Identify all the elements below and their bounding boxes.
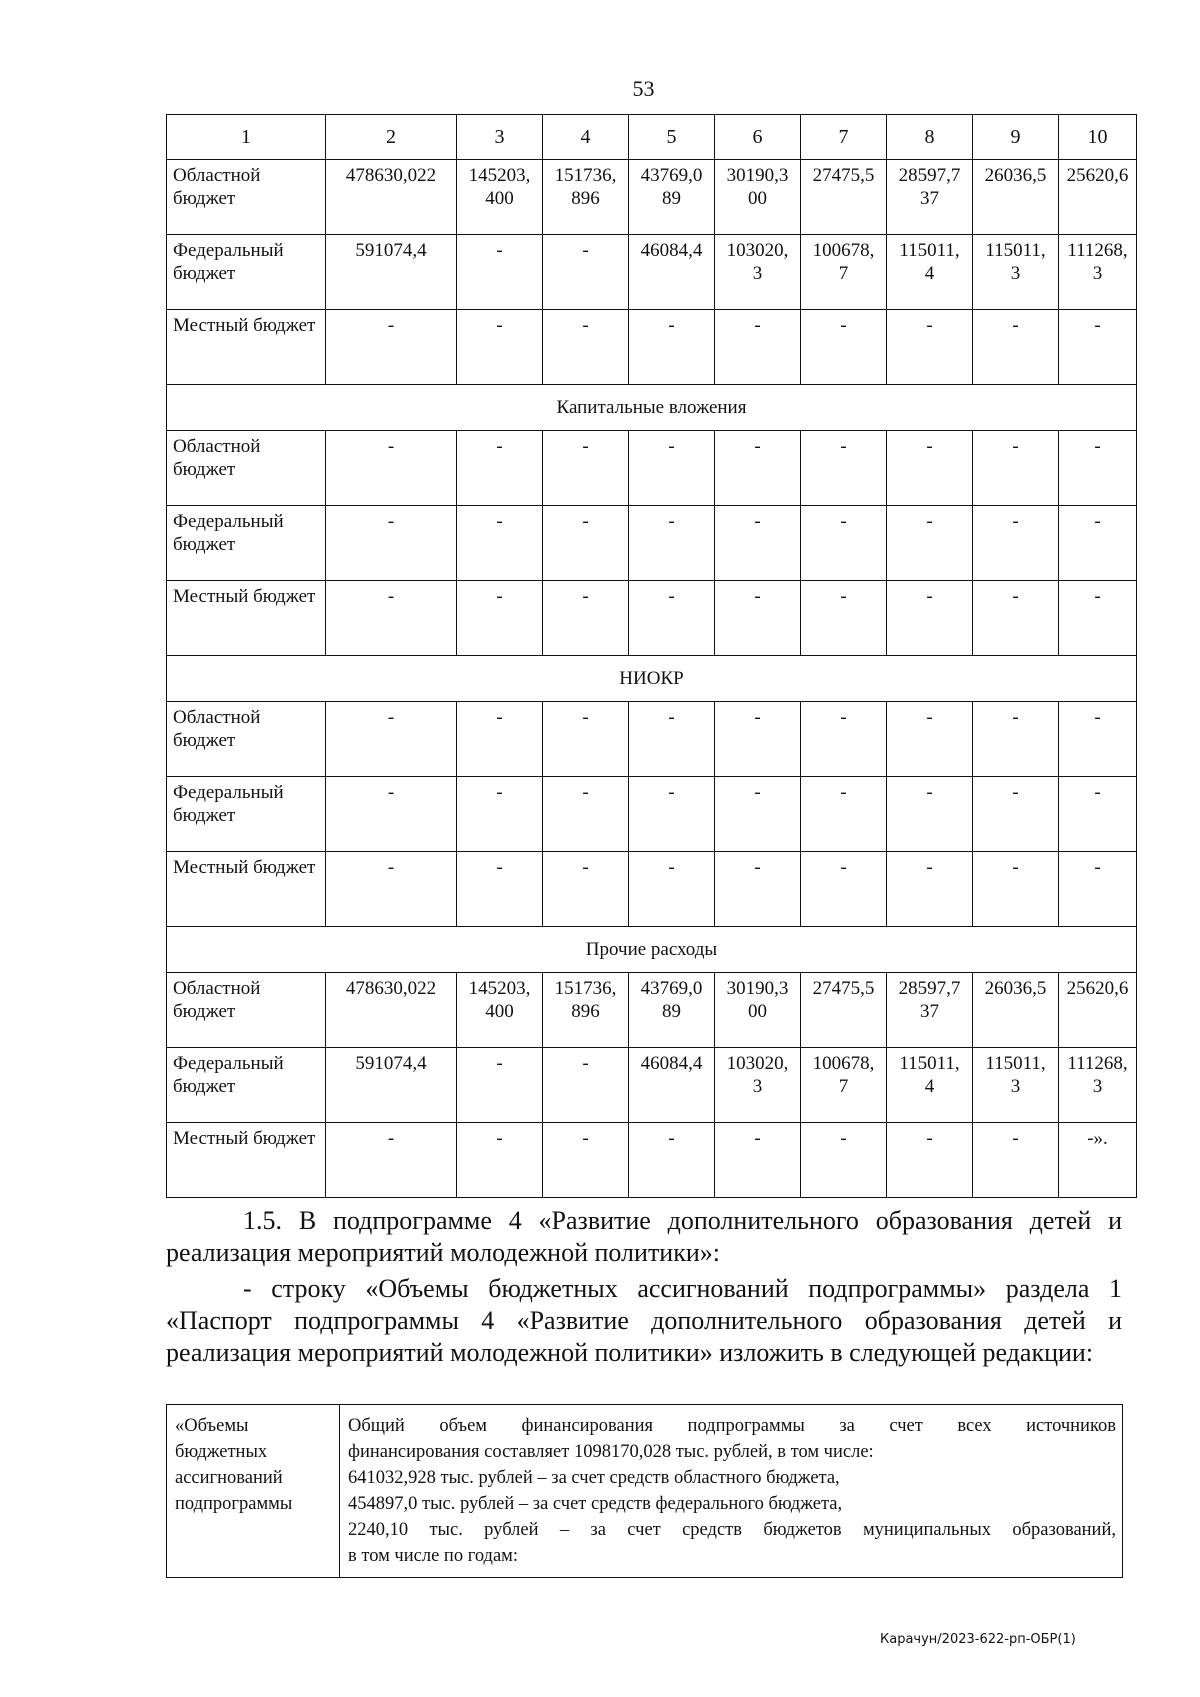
table-cell: - — [715, 702, 801, 777]
table-cell: 115011, 4 — [887, 1048, 973, 1123]
column-header: 2 — [326, 115, 457, 160]
table-cell: - — [715, 581, 801, 656]
table-cell: - — [801, 431, 887, 506]
table-cell: 25620,6 — [1059, 973, 1137, 1048]
table-cell: - — [887, 431, 973, 506]
row-label: Местный бюджет — [167, 310, 326, 385]
paragraph-subprogram-4: 1.5. В подпрограмме 4 «Развитие дополнительного образования детей и реализация мероприятий молодежной политики»: — [166, 1206, 1122, 1267]
table-cell: - — [801, 852, 887, 927]
table-cell: - — [1059, 310, 1137, 385]
table-cell: - — [1059, 702, 1137, 777]
table-cell: - — [543, 506, 629, 581]
table-cell: - — [326, 852, 457, 927]
table-cell: 103020, 3 — [715, 1048, 801, 1123]
section-row — [167, 385, 1137, 431]
table-cell: - — [543, 235, 629, 310]
table-cell: 111268, 3 — [1059, 1048, 1137, 1123]
table-cell: - — [326, 581, 457, 656]
table-cell: - — [887, 852, 973, 927]
table-row — [167, 235, 1137, 310]
row-label: Федеральный бюджет — [167, 777, 326, 852]
row-label: Областной бюджет — [167, 702, 326, 777]
table-cell: 27475,5 — [801, 973, 887, 1048]
table-cell: - — [543, 1123, 629, 1198]
table-cell: - — [973, 702, 1059, 777]
document-stamp: Карачун/2023-622-рп-ОБР(1) — [880, 1632, 1076, 1647]
table-cell: 591074,4 — [326, 235, 457, 310]
table-cell: 30190,3 00 — [715, 973, 801, 1048]
table-cell: - — [973, 506, 1059, 581]
table-cell: 478630,022 — [326, 973, 457, 1048]
table-cell: - — [887, 310, 973, 385]
table-cell: - — [973, 1123, 1059, 1198]
page-number: 53 — [632, 76, 655, 101]
table-cell: - — [715, 777, 801, 852]
row-label: Областной бюджет — [167, 160, 326, 235]
table-cell: 103020, 3 — [715, 235, 801, 310]
table-cell: - — [801, 310, 887, 385]
passport-row — [167, 1405, 1123, 1578]
passport-line: 641032,928 тыс. рублей – за счет средств областного бюджета, — [348, 1468, 840, 1488]
table-cell: -». — [1059, 1123, 1137, 1198]
table-cell: - — [1059, 506, 1137, 581]
table-cell: - — [801, 702, 887, 777]
table-cell: - — [326, 310, 457, 385]
table-cell: - — [887, 1123, 973, 1198]
table-cell: 46084,4 — [629, 235, 715, 310]
table-cell: 28597,7 37 — [887, 160, 973, 235]
row-label: Федеральный бюджет — [167, 1048, 326, 1123]
table-cell: 115011, 3 — [973, 235, 1059, 310]
table-cell: - — [973, 310, 1059, 385]
passport-label: «Объемы бюджетных ассигнований подпрограммы — [167, 1405, 340, 1578]
table-cell: - — [887, 702, 973, 777]
table-cell: - — [457, 235, 543, 310]
table-cell: - — [543, 1048, 629, 1123]
table-row — [167, 973, 1137, 1048]
table-cell: - — [973, 777, 1059, 852]
table-cell: - — [457, 431, 543, 506]
passport-text — [340, 1405, 1123, 1578]
table-cell: 26036,5 — [973, 160, 1059, 235]
passport-line: 2240,10 тыс. рублей – за счет средств бюджетов муниципальных образований, — [348, 1520, 1116, 1540]
table-cell: - — [715, 431, 801, 506]
table-cell: - — [543, 852, 629, 927]
table-cell: - — [326, 431, 457, 506]
table-cell: 26036,5 — [973, 973, 1059, 1048]
table-cell: - — [543, 310, 629, 385]
table-cell: 145203, 400 — [457, 973, 543, 1048]
column-header: 7 — [801, 115, 887, 160]
table-cell: - — [973, 431, 1059, 506]
table-row — [167, 581, 1137, 656]
table-cell: - — [715, 852, 801, 927]
column-header: 10 — [1059, 115, 1137, 160]
table-row — [167, 702, 1137, 777]
table-cell: - — [457, 1048, 543, 1123]
row-label: Федеральный бюджет — [167, 235, 326, 310]
table-cell: 27475,5 — [801, 160, 887, 235]
table-cell: 100678, 7 — [801, 1048, 887, 1123]
table-cell: - — [543, 777, 629, 852]
table-cell: - — [457, 1123, 543, 1198]
column-header: 9 — [973, 115, 1059, 160]
table-row — [167, 1048, 1137, 1123]
table-cell: - — [629, 777, 715, 852]
column-header: 5 — [629, 115, 715, 160]
table-cell: - — [326, 702, 457, 777]
table-cell: - — [543, 431, 629, 506]
table-cell: - — [887, 581, 973, 656]
table-row — [167, 160, 1137, 235]
table-cell: - — [326, 506, 457, 581]
table-cell: - — [326, 1123, 457, 1198]
table-cell: - — [887, 777, 973, 852]
table-cell: - — [1059, 852, 1137, 927]
table-cell: - — [457, 310, 543, 385]
section-row — [167, 927, 1137, 973]
table-row — [167, 777, 1137, 852]
table-cell: - — [801, 777, 887, 852]
table-cell: - — [457, 852, 543, 927]
table-cell: 151736, 896 — [543, 973, 629, 1048]
row-label: Местный бюджет — [167, 581, 326, 656]
table-cell: 43769,0 89 — [629, 160, 715, 235]
section-title: НИОКР — [167, 656, 1137, 702]
table-cell: 151736, 896 — [543, 160, 629, 235]
table-cell: - — [1059, 431, 1137, 506]
table-cell: 115011, 4 — [887, 235, 973, 310]
table-row — [167, 506, 1137, 581]
table-cell: 145203, 400 — [457, 160, 543, 235]
budget-table-body — [167, 115, 1137, 1198]
table-cell: - — [457, 702, 543, 777]
row-label: Местный бюджет — [167, 852, 326, 927]
table-cell: - — [801, 581, 887, 656]
table-cell: - — [629, 581, 715, 656]
table-cell: - — [801, 506, 887, 581]
table-header-row — [167, 115, 1137, 160]
passport-table — [166, 1404, 1123, 1578]
table-cell: 478630,022 — [326, 160, 457, 235]
table-cell: - — [457, 777, 543, 852]
table-cell: - — [543, 702, 629, 777]
section-row — [167, 656, 1137, 702]
table-cell: 46084,4 — [629, 1048, 715, 1123]
passport-line: в том числе по годам: — [348, 1546, 519, 1566]
table-cell: - — [715, 310, 801, 385]
table-row — [167, 431, 1137, 506]
table-cell: - — [715, 1123, 801, 1198]
table-cell: 30190,3 00 — [715, 160, 801, 235]
column-header: 1 — [167, 115, 326, 160]
table-cell: 43769,0 89 — [629, 973, 715, 1048]
table-cell: 28597,7 37 — [887, 973, 973, 1048]
passport-line: финансирования составляет 1098170,028 тыс. рублей, в том числе: — [348, 1442, 874, 1462]
passport-line: Общий объем финансирования подпрограммы за счет всех источников — [348, 1416, 1116, 1436]
column-header: 3 — [457, 115, 543, 160]
section-title: Прочие расходы — [167, 927, 1137, 973]
table-cell: - — [629, 310, 715, 385]
table-cell: - — [973, 852, 1059, 927]
passport-line: 454897,0 тыс. рублей – за счет средств федерального бюджета, — [348, 1494, 843, 1514]
table-cell: - — [1059, 777, 1137, 852]
table-cell: - — [326, 777, 457, 852]
table-cell: - — [1059, 581, 1137, 656]
table-cell: - — [629, 506, 715, 581]
table-row — [167, 852, 1137, 927]
column-header: 4 — [543, 115, 629, 160]
table-cell: 100678, 7 — [801, 235, 887, 310]
table-cell: 591074,4 — [326, 1048, 457, 1123]
table-cell: - — [629, 431, 715, 506]
row-label: Местный бюджет — [167, 1123, 326, 1198]
row-label: Областной бюджет — [167, 973, 326, 1048]
table-cell: - — [715, 506, 801, 581]
table-cell: 115011, 3 — [973, 1048, 1059, 1123]
table-cell: - — [457, 506, 543, 581]
table-cell: - — [629, 852, 715, 927]
paragraph-instruction: - строку «Объемы бюджетных ассигнований подпрограммы» раздела 1 «Паспорт подпрограммы 4 «Развитие дополнительного образования детей и реализация мероприятий молодежной политики» изложить в следующей редакции: — [166, 1274, 1122, 1367]
table-cell: 111268, 3 — [1059, 235, 1137, 310]
section-title: Капитальные вложения — [167, 385, 1137, 431]
table-cell: - — [457, 581, 543, 656]
budget-table — [166, 114, 1137, 1198]
table-cell: 25620,6 — [1059, 160, 1137, 235]
row-label: Областной бюджет — [167, 431, 326, 506]
row-label: Федеральный бюджет — [167, 506, 326, 581]
table-cell: - — [973, 581, 1059, 656]
table-cell: - — [543, 581, 629, 656]
table-cell: - — [629, 702, 715, 777]
table-cell: - — [629, 1123, 715, 1198]
table-cell: - — [887, 506, 973, 581]
table-row — [167, 1123, 1137, 1198]
table-cell: - — [801, 1123, 887, 1198]
column-header: 8 — [887, 115, 973, 160]
column-header: 6 — [715, 115, 801, 160]
table-row — [167, 310, 1137, 385]
